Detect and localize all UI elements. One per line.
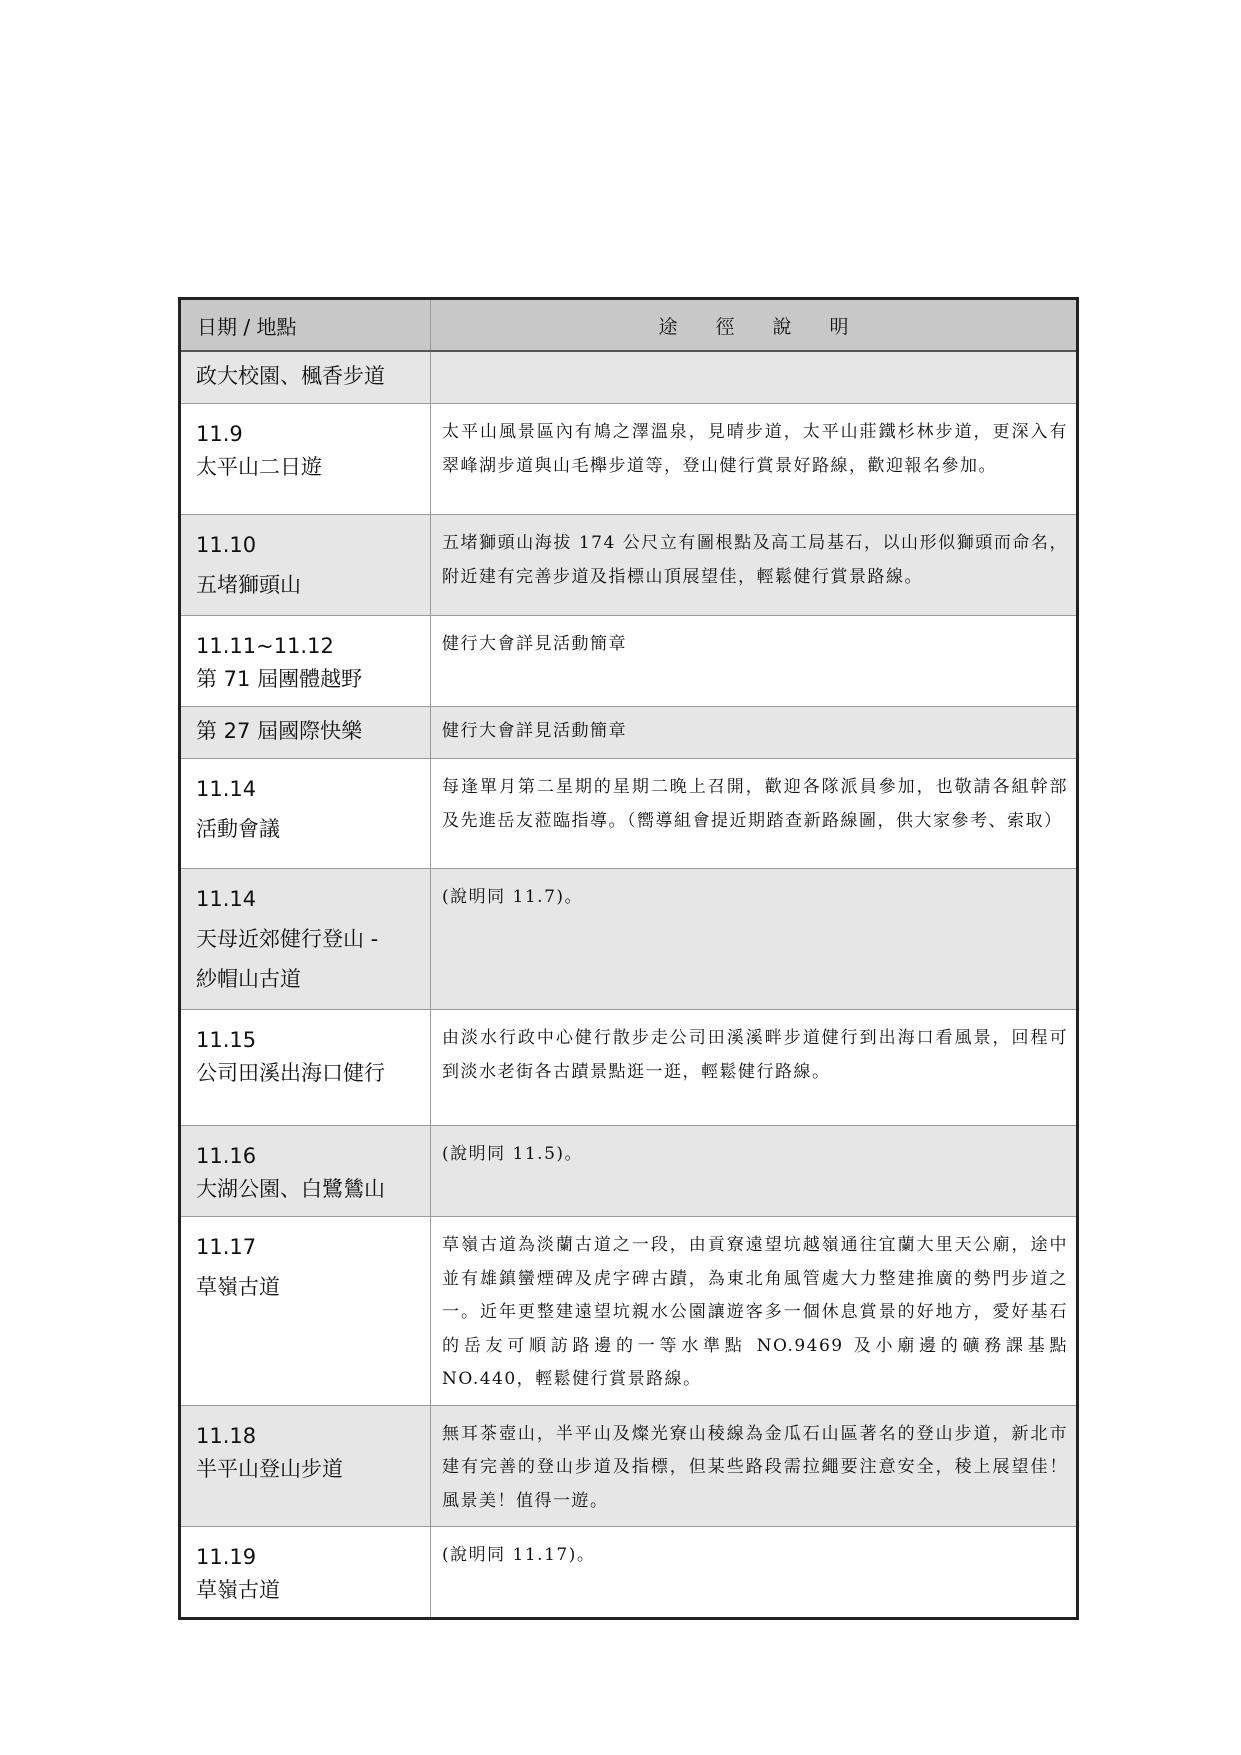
- row-description: [431, 351, 1078, 404]
- row-place: 政大校園、楓香步道: [196, 364, 385, 388]
- table-row: [180, 1217, 1078, 1406]
- table-row: [180, 351, 1078, 404]
- row-description: (說明同 11.7)。: [431, 869, 1078, 1010]
- table-header: [180, 299, 1078, 352]
- row-place: 第 71 屆團體越野: [196, 667, 363, 691]
- header-description: 途徑說明: [431, 299, 1078, 352]
- table-row: [180, 616, 1078, 707]
- row-date: 11.18: [196, 1423, 257, 1448]
- row-place: 太平山二日遊: [196, 455, 322, 479]
- row-place: 大湖公園、白鷺鷥山: [196, 1177, 385, 1201]
- row-description: 健行大會詳見活動簡章: [431, 616, 1078, 707]
- row-date: 11.11~11.12: [196, 634, 334, 658]
- row-date-place: [180, 1010, 431, 1126]
- row-description: (說明同 11.5)。: [431, 1126, 1078, 1217]
- row-place: 天母近郊健行登山 -: [196, 927, 379, 951]
- row-description: 由淡水行政中心健行散步走公司田溪溪畔步道健行到出海口看風景，回程可到淡水老街各古蹟景點逛一逛，輕鬆健行路線。: [431, 1010, 1078, 1126]
- row-date-place: [180, 707, 431, 759]
- row-date-place: [180, 351, 431, 404]
- table-row: [180, 707, 1078, 759]
- row-description: 健行大會詳見活動簡章: [431, 707, 1078, 759]
- row-description: 每逢單月第二星期的星期二晚上召開，歡迎各隊派員參加，也敬請各組幹部及先進岳友蒞臨指導。（嚮導組會提近期踏查新路線圖，供大家參考、索取）: [431, 759, 1078, 869]
- row-description: (說明同 11.17)。: [431, 1527, 1078, 1619]
- header-date-place: 日期 / 地點: [180, 299, 431, 352]
- table-row: [180, 515, 1078, 616]
- table-row: [180, 404, 1078, 515]
- row-place: 公司田溪出海口健行: [196, 1061, 385, 1085]
- row-date: 11.9: [196, 422, 243, 446]
- row-description: 無耳茶壺山，半平山及燦光寮山稜線為金瓜石山區著名的登山步道，新北市建有完善的登山步道及指標，但某些路段需拉繩要注意安全，稜上展望佳！風景美！值得一遊。: [431, 1405, 1078, 1527]
- row-date: 11.15: [196, 1028, 257, 1052]
- row-place: 草嶺古道: [196, 1578, 280, 1602]
- row-place-continued: 紗帽山古道: [196, 967, 301, 991]
- row-place: 活動會議: [196, 817, 280, 841]
- row-date-place: [180, 1217, 431, 1406]
- row-date-place: [180, 404, 431, 515]
- table-row: [180, 1126, 1078, 1217]
- row-date-place: [180, 1405, 431, 1527]
- table-row: [180, 1405, 1078, 1527]
- row-place: 五堵獅頭山: [196, 573, 301, 597]
- row-date: 11.19: [196, 1545, 257, 1569]
- row-date-place: [180, 759, 431, 869]
- table-row: [180, 1527, 1078, 1619]
- row-description: 五堵獅頭山海拔 174 公尺立有圖根點及高工局基石，以山形似獅頭而命名，附近建有完善步道及指標山頂展望佳，輕鬆健行賞景路線。: [431, 515, 1078, 616]
- row-date-place: [180, 616, 431, 707]
- row-place: 半平山登山步道: [196, 1456, 343, 1481]
- row-date: 11.14: [196, 777, 257, 801]
- table-row: [180, 1010, 1078, 1126]
- schedule-table: [178, 297, 1079, 1620]
- row-date: 11.16: [196, 1144, 257, 1168]
- table-row: [180, 869, 1078, 1010]
- row-description: 草嶺古道為淡蘭古道之一段，由貢寮遠望坑越嶺通往宜蘭大里天公廟，途中並有雄鎮蠻煙碑及虎字碑古蹟，為東北角風管處大力整建推廣的勢門步道之一。近年更整建遠望坑親水公園讓遊客多一個休息賞景的好地方，愛好基石的岳友可順訪路邊的一等水準點 NO.9469 及小廟邊的礦務課基點 NO.440，輕鬆健行賞景路線。: [431, 1217, 1078, 1406]
- row-date-place: [180, 515, 431, 616]
- row-place: 第 27 屆國際快樂: [196, 719, 363, 743]
- row-place: 草嶺古道: [196, 1275, 280, 1299]
- row-date: 11.14: [196, 887, 257, 911]
- row-date-place: [180, 1527, 431, 1619]
- row-date: 11.17: [196, 1235, 257, 1259]
- row-date-place: [180, 1126, 431, 1217]
- row-description: 太平山風景區內有鳩之澤溫泉，見晴步道，太平山莊鐵杉林步道，更深入有翠峰湖步道與山毛櫸步道等，登山健行賞景好路線，歡迎報名參加。: [431, 404, 1078, 515]
- row-date-place: [180, 869, 431, 1010]
- row-date: 11.10: [196, 533, 257, 557]
- table-row: [180, 759, 1078, 869]
